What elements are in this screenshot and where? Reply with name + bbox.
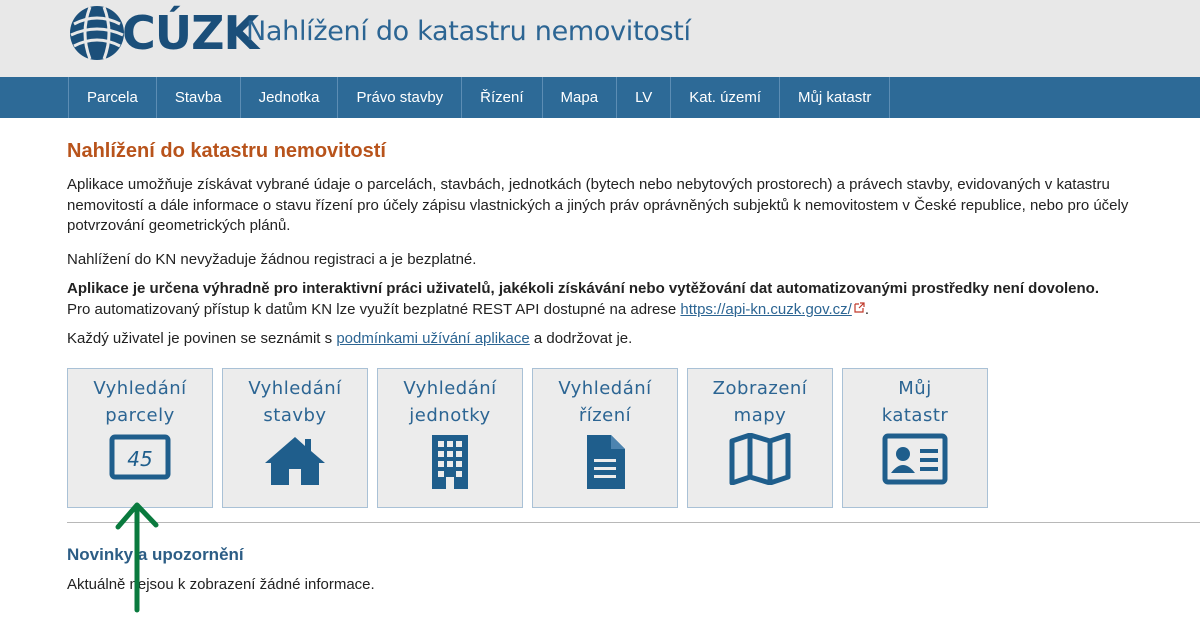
nav-item-kat-uzemi[interactable]: Kat. území — [671, 77, 780, 118]
nav-item-pravo-stavby[interactable]: Právo stavby — [338, 77, 462, 118]
nav-item-mapa[interactable]: Mapa — [543, 77, 618, 118]
tile-map-view[interactable] — [687, 368, 833, 508]
page-title: Nahlížení do katastru nemovitostí — [67, 140, 386, 162]
tile-unit-search[interactable] — [377, 368, 523, 508]
tile-label: Vyhledání jednotky — [403, 378, 497, 426]
tile-building-search[interactable] — [222, 368, 368, 508]
house-icon — [263, 433, 327, 487]
nav-item-lv[interactable]: LV — [617, 77, 671, 118]
tile-label: Vyhledání řízení — [558, 378, 652, 426]
parcel-icon-number: 45 — [127, 447, 153, 471]
section-divider — [67, 522, 1200, 523]
globe-logo-icon — [68, 4, 126, 62]
api-text-end: . — [864, 300, 870, 318]
tile-parcel-search[interactable] — [67, 368, 213, 508]
tile-label: Můj katastr — [881, 378, 949, 426]
nav-item-rizeni[interactable]: Řízení — [462, 77, 542, 118]
usage-restriction — [67, 279, 1099, 320]
api-link[interactable]: https://api-kn.cuzk.gov.cz/ — [680, 300, 852, 318]
terms-text-start: Každý uživatel je povinen se seznámit s — [67, 330, 337, 347]
tile-label: Vyhledání parcely — [93, 378, 187, 426]
terms-text-end: a dodržovat je. — [529, 330, 633, 347]
nav-item-stavba[interactable]: Stavba — [157, 77, 241, 118]
terms-link[interactable]: podmínkami užívání aplikace — [336, 330, 530, 347]
main-navigation — [0, 77, 1200, 118]
tile-label: Zobrazení mapy — [712, 378, 808, 426]
document-icon — [583, 433, 627, 491]
search-tiles — [67, 368, 997, 508]
nav-item-muj-katastr[interactable]: Můj katastr — [780, 77, 890, 118]
nav-item-parcela[interactable]: Parcela — [69, 77, 157, 118]
usage-restriction-bold: Aplikace je určena výhradně pro interaktivní práci uživatelů, jakékoli získávání nebo vytěžování dat automatizovanými prostředky není dovoleno. — [67, 280, 1099, 297]
cuzk-logo[interactable] — [68, 4, 258, 62]
tile-proceedings-search[interactable] — [532, 368, 678, 508]
news-title: Novinky a upozornění — [67, 545, 244, 564]
tile-my-cadastre[interactable] — [842, 368, 988, 508]
header — [0, 0, 1200, 77]
intro-paragraph: Aplikace umožňuje získávat vybrané údaje o parcelách, stavbách, jednotkách (bytech nebo nebytových prostorech) a právech stavby, evidovaných v katastru nemovitostí a dále informace o stavu řízení pro účely zápisu vlastnických a jiných práv oprávněných subjektů k nemovitostem v České republice, nebo pro účely potvrzování geometrických plánů. — [67, 176, 1129, 234]
parcel-icon — [108, 433, 172, 483]
green-arrow-annotation — [110, 495, 160, 615]
external-link-icon — [854, 302, 865, 313]
map-icon — [728, 433, 792, 485]
nav-item-jednotka[interactable]: Jednotka — [241, 77, 339, 118]
logo-text: CÚZK — [122, 6, 259, 60]
api-text: Pro automatizovaný přístup k datům KN lze využít bezplatné REST API dostupné na adrese — [67, 300, 681, 318]
id-card-icon — [882, 433, 948, 485]
terms-paragraph — [67, 329, 632, 350]
registration-note: Nahlížení do KN nevyžaduje žádnou registraci a je bezplatné. — [67, 251, 477, 268]
news-text: Aktuálně nejsou k zobrazení žádné informace. — [67, 576, 375, 593]
site-title: Nahlížení do katastru nemovitostí — [246, 16, 691, 47]
building-icon — [428, 433, 472, 491]
tile-label: Vyhledání stavby — [248, 378, 342, 426]
